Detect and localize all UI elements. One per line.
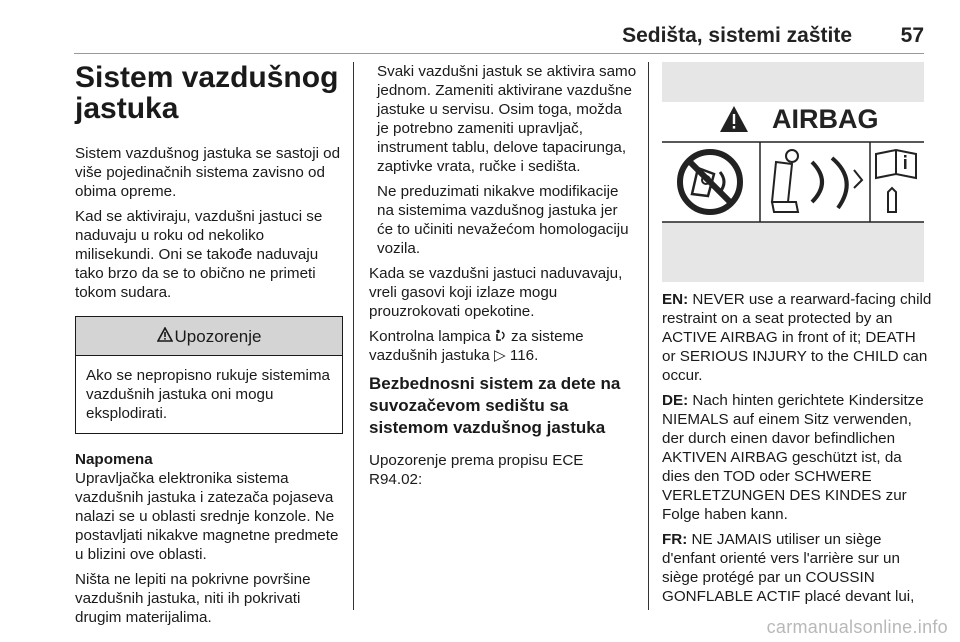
- column-3: [662, 62, 932, 612]
- warning-title: Upozorenje: [174, 326, 262, 346]
- page-header: [0, 24, 924, 54]
- header-title: Sedišta, sistemi zaštite: [622, 24, 852, 47]
- page-ref-arrow-icon: ▷: [493, 347, 506, 364]
- paragraph: Svaki vazdušni jastuk se aktivira samo jednom. Zameniti aktivirane vazdušne jastuke u servisu. Osim toga, možda je potrebno zameniti upravljač, instrument tablu, delove tapacirunga, zaptivke vrata, ručke i sedišta.: [377, 63, 637, 175]
- note-title: Napomena: [75, 451, 153, 468]
- header-rule: [74, 53, 924, 54]
- airbag-lamp-icon: [495, 328, 507, 345]
- paragraph: Kada se vazdušni jastuci naduvavaju, vreli gasovi koji izlaze mogu prouzrokovati opekotine.: [369, 265, 623, 320]
- paragraph: Ne preduzimati nikakve modifikacije na sistemima vazdušnog jastuka jer će to učiniti nevažećom homologaciju vozila.: [377, 183, 629, 257]
- paragraph: Sistem vazdušnog jastuka se sastoji od više pojedinačnih sistema zavisno od obima opreme.: [75, 145, 341, 200]
- paragraph: Kad se aktiviraju, vazdušni jastuci se naduvaju u roku od nekoliko milisekundi. Oni se takođe naduvaju tako brzo da se to obično ne primeti tokom sudara.: [75, 208, 323, 301]
- note-paragraph: Ništa ne lepiti na pokrivne površine vazdušnih jastuka, niti ih pokrivati drugim materijalima.: [75, 571, 311, 626]
- warning-header: [76, 317, 342, 356]
- airbag-warning-label-image: [662, 62, 924, 282]
- warning-box: [75, 316, 343, 434]
- note-paragraph: Upravljačka elektronika sistema vazdušnih jastuka i zatezača pojaseva nalazi se u oblasti srednje konzole. Ne postavljati nikakve magnetne predmete u blizini ove oblasti.: [75, 470, 339, 563]
- subsection-heading: Bezbednosni sistem za dete na suvozačevom sedištu sa sistemom vazdušnog jastuka: [369, 374, 621, 437]
- lang-paragraph-fr: FR: NE JAMAIS utiliser un siège d'enfant orienté vers l'arrière sur un siège protégé par un COUSSIN GONFLABLE ACTIF placé devant lui,: [662, 531, 915, 605]
- page-number: 57: [900, 24, 924, 47]
- watermark-text: carmanualsonline.info: [766, 617, 948, 637]
- column-divider-2: [648, 62, 649, 610]
- airbag-label-text: AIRBAG: [772, 104, 879, 134]
- lamp-paragraph: Kontrolna lampica za sisteme vazdušnih jastuka ▷ 116.: [369, 328, 584, 364]
- column-2: [369, 62, 637, 495]
- warning-triangle-icon: [157, 327, 173, 346]
- warning-text: Ako se nepropisno rukuje sistemima vazdušnih jastuka oni mogu eksplodirati.: [86, 367, 330, 422]
- lang-paragraph-en: EN: NEVER use a rearward-facing child restraint on a seat protected by an ACTIVE AIRBAG in front of it; DEATH or SERIOUS INJURY to the CHILD can occur.: [662, 291, 932, 384]
- paragraph: Upozorenje prema propisu ECE R94.02:: [369, 452, 584, 488]
- column-divider-1: [353, 62, 354, 610]
- section-heading: Sistem vazdušnog jastuka: [75, 61, 339, 125]
- page-ref-link[interactable]: 116.: [509, 347, 539, 364]
- column-1: [75, 62, 343, 633]
- lang-paragraph-de: DE: Nach hinten gerichtete Kindersitze NIEMALS auf einem Sitz verwenden, der durch einen davor befindlichen AKTIVEN AIRBAG geschützt ist, da dies den TOD oder SCHWERE VERLETZUNGEN DES KINDES zur Folge haben kann.: [662, 392, 924, 523]
